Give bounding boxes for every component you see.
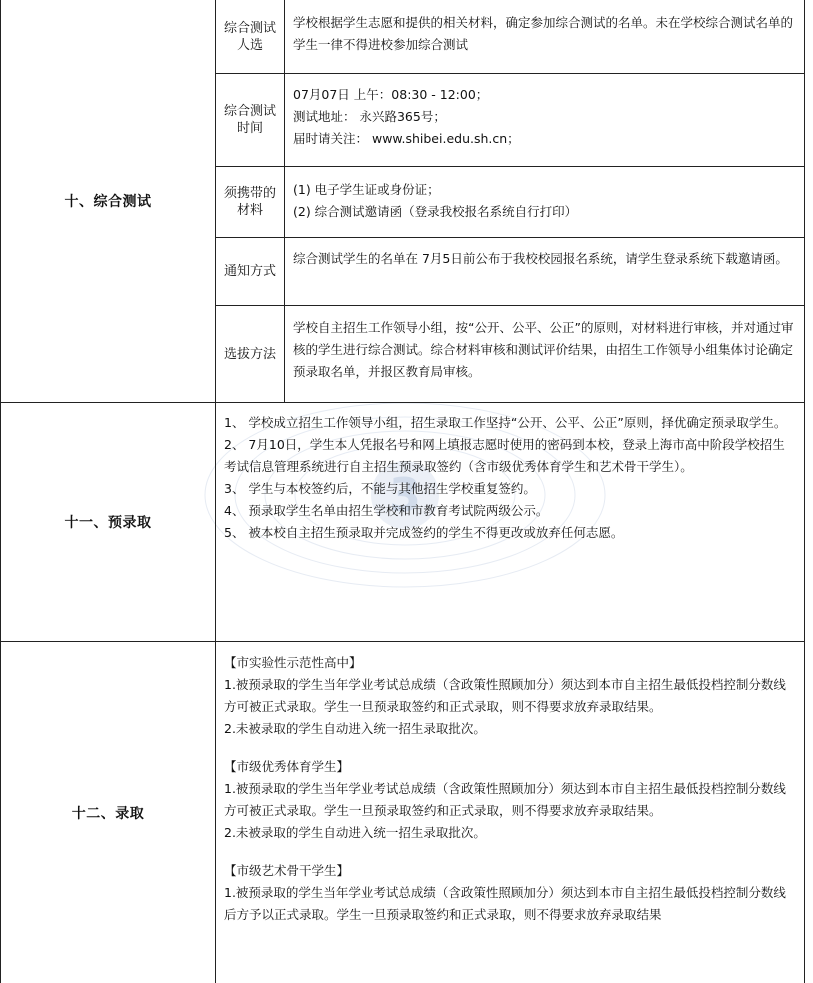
content-line: 1、 学校成立招生工作领导小组，招生录取工作坚持“公开、公平、公正”原则，择优确定预录取学生。	[224, 415, 787, 430]
content-line: 届时请关注： www.shibei.edu.sh.cn；	[293, 131, 520, 146]
group-heading: 【市级艺术骨干学生】	[224, 863, 350, 878]
group-heading: 【市级优秀体育学生】	[224, 759, 350, 774]
row-label: 综合测试人选	[223, 20, 276, 53]
content-line: 测试地址： 永兴路365号；	[293, 109, 446, 124]
svg-text:3: 3	[388, 468, 422, 522]
group-heading: 【市实验性示范性高中】	[224, 655, 362, 670]
content-line: 4、 预录取学生名单由招生学校和市教育考试院两级公示。	[224, 503, 549, 518]
row-label: 通知方式	[223, 264, 276, 279]
row-content	[285, 78, 804, 166]
row-divider	[215, 166, 805, 167]
content-line: 2、 7月10日，学生本人凭报名号和网上填报志愿时使用的密码到本校，登录上海市高中阶段学校招生考试信息管理系统进行自主招生预录取签约（含市级优秀体育学生和艺术骨干学生）。	[224, 437, 785, 474]
content-line: 5、 被本校自主招生预录取并完成签约的学生不得更改或放弃任何志愿。	[224, 525, 624, 540]
content-line: 07月07日 上午：08:30 - 12:00；	[293, 87, 489, 102]
row-divider	[215, 237, 805, 238]
row-label: 选拔方法	[223, 346, 276, 362]
content-line: 学校根据学生志愿和提供的相关材料，确定参加综合测试的名单。未在学校综合测试名单的学生一律不得进校参加综合测试	[293, 15, 794, 52]
content-line: 1.被预录取的学生当年学业考试总成绩（含政策性照顾加分）须达到本市自主招生最低投档控制分数线后方予以正式录取。学生一旦预录取签约和正式录取，则不得要求放弃录取结果	[224, 885, 786, 922]
row-label: 须携带的材料	[223, 186, 276, 218]
content-line: 学校自主招生工作领导小组，按“公开、公平、公正”的原则，对材料进行审核，并对通过审核的学生进行综合测试。综合材料审核和测试评价结果，由招生工作领导小组集体讨论确定预录取名单，并报区教育局审核。	[293, 320, 794, 379]
content-line: (1) 电子学生证或身份证；	[293, 182, 440, 197]
content-line: 3、 学生与本校签约后，不能与其他招生学校重复签约。	[224, 481, 536, 496]
row-content	[285, 6, 804, 73]
content-line: (2) 综合测试邀请函（登录我校报名系统自行打印）	[293, 204, 578, 219]
section-title: 十一、预录取	[64, 515, 152, 531]
row-content	[285, 173, 804, 237]
section-content	[216, 646, 804, 983]
row-label: 综合测试时间	[223, 104, 276, 136]
row-content	[285, 242, 804, 305]
content-line: 1.被预录取的学生当年学业考试总成绩（含政策性照顾加分）须达到本市自主招生最低投档控制分数线方可被正式录取。学生一旦预录取签约和正式录取，则不得要求放弃录取结果。	[224, 781, 786, 818]
section-title: 十、综合测试	[64, 194, 152, 210]
section-title: 十二、录取	[71, 805, 145, 822]
table-border-right	[804, 0, 805, 983]
content-line: 2.未被录取的学生自动进入统一招生录取批次。	[224, 825, 486, 840]
content-line: 1.被预录取的学生当年学业考试总成绩（含政策性照顾加分）须达到本市自主招生最低投档控制分数线方可被正式录取。学生一旦预录取签约和正式录取，则不得要求放弃录取结果。	[224, 677, 786, 714]
content-line: 综合测试学生的名单在 7月5日前公布于我校校园报名系统，请学生登录系统下载邀请函。	[293, 251, 788, 266]
row-content	[285, 311, 804, 402]
row-divider	[215, 73, 805, 74]
section-content	[216, 406, 804, 641]
content-line: 2.未被录取的学生自动进入统一招生录取批次。	[224, 721, 486, 736]
row-divider	[215, 305, 805, 306]
